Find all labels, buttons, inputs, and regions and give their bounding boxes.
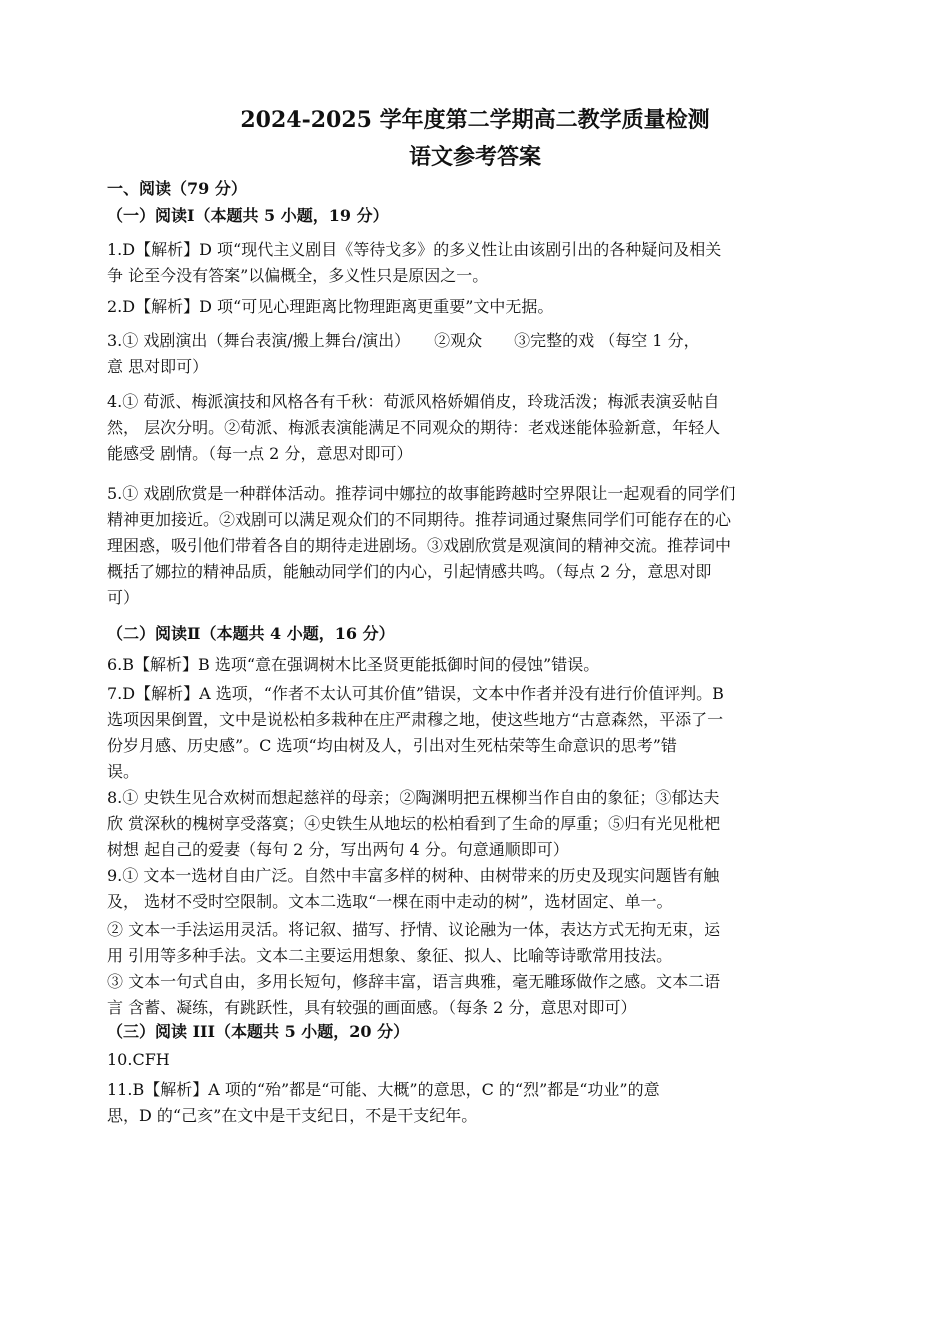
- answer-3: [107, 328, 849, 380]
- answer-line: 理困惑，吸引他们带着各自的期待走进剧场。③戏剧欣赏是观演间的精神交流。推荐词中: [107, 536, 732, 555]
- answer-line: 7.D【解析】A 选项，“作者不太认可其价值”错误，文本中作者并没有进行价值评判。B: [107, 684, 724, 703]
- answer-line: 概括了娜拉的精神品质，能触动同学们的内心，引起情感共鸣。（每点 2 分，意思对即: [107, 562, 712, 581]
- answer-1: [107, 237, 849, 289]
- answer-line: 1.D【解析】D 项“现代主义剧目《等待戈多》的多义性让由该剧引出的各种疑问及相关: [107, 240, 722, 259]
- answer-line: 可）: [107, 588, 140, 607]
- answer-line: 然， 层次分明。②荀派、梅派表演能满足不同观众的期待：老戏迷能体验新意，年轻人: [107, 418, 721, 437]
- answer-line: 争 论至今没有答案”以偏概全，多义性只是原因之一。: [107, 266, 489, 285]
- answer-line: 9.① 文本一选材自由广泛。自然中丰富多样的树种、由树带来的历史及现实问题皆有触: [107, 866, 720, 885]
- answer-11: [107, 1077, 849, 1129]
- answer-line: 意 思对即可）: [107, 357, 209, 376]
- answer-9-point-3: [107, 969, 849, 1021]
- answer-line: 3.① 戏剧演出（舞台表演/搬上舞台/演出） ②观众 ③完整的戏 （每空 1 分，: [107, 331, 700, 350]
- section-heading-reading-1: （一）阅读Ⅰ（本题共 5 小题，19 分）: [107, 206, 389, 225]
- answer-line: 能感受 剧情。（每一点 2 分，意思对即可）: [107, 444, 413, 463]
- answer-4: [107, 389, 849, 467]
- section-heading-reading: 一、阅读（79 分）: [107, 179, 247, 198]
- answer-line: 2.D【解析】D 项“可见心理距离比物理距离更重要”文中无据。: [107, 297, 554, 316]
- answer-line: 6.B【解析】B 选项“意在强调树木比圣贤更能抵御时间的侵蚀”错误。: [107, 655, 600, 674]
- answer-line: 选项因果倒置，文中是说松柏多栽种在庄严肃穆之地，使这些地方“古意森然，平添了一: [107, 710, 724, 729]
- answer-6: [107, 652, 849, 678]
- answer-7: [107, 681, 849, 785]
- answer-2: [107, 294, 849, 320]
- answer-line: 8.① 史铁生见合欢树而想起慈祥的母亲；②陶渊明把五棵柳当作自由的象征；③郁达夫: [107, 788, 720, 807]
- answer-10: [107, 1047, 849, 1073]
- answer-9-point-1: [107, 863, 849, 915]
- answer-line: 份岁月感、历史感”。C 选项“均由树及人，引出对生死枯荣等生命意识的思考”错: [107, 736, 677, 755]
- page-title: 2024-2025 学年度第二学期高二教学质量检测: [240, 107, 710, 133]
- answer-9-point-2: [107, 917, 849, 969]
- answer-line: 树想 起自己的爱妻（每句 2 分，写出两句 4 分。句意通顺即可）: [107, 840, 569, 859]
- answer-line: 言 含蓄、凝练，有跳跃性，具有较强的画面感。（每条 2 分，意思对即可）: [107, 998, 637, 1017]
- section-heading-reading-3: （三）阅读 III（本题共 5 小题，20 分）: [107, 1022, 410, 1041]
- answer-line: 精神更加接近。②戏剧可以满足观众们的不同期待。推荐词通过聚焦同学们可能存在的心: [107, 510, 732, 529]
- answer-line: 5.① 戏剧欣赏是一种群体活动。推荐词中娜拉的故事能跨越时空界限让一起观看的同学们: [107, 484, 736, 503]
- answer-line: 思，D 的“己亥”在文中是干支纪日，不是干支纪年。: [107, 1106, 478, 1125]
- answer-5: [107, 481, 849, 611]
- section-heading-reading-2: （二）阅读Ⅱ（本题共 4 小题，16 分）: [107, 624, 395, 643]
- answer-line: ② 文本一手法运用灵活。将记叙、描写、抒情、议论融为一体，表达方式无拘无束，运: [107, 920, 721, 939]
- answer-line: 误。: [107, 762, 140, 781]
- answer-line: 10.CFH: [107, 1050, 170, 1069]
- answer-line: 欣 赏深秋的槐树享受落寞；④史铁生从地坛的松柏看到了生命的厚重；⑤归有光见枇杷: [107, 814, 721, 833]
- page-subtitle: 语文参考答案: [408, 144, 541, 170]
- answer-line: 及， 选材不受时空限制。文本二选取“一棵在雨中走动的树”，选材固定、单一。: [107, 892, 673, 911]
- answer-line: ③ 文本一句式自由，多用长短句，修辞丰富，语言典雅，毫无雕琢做作之感。文本二语: [107, 972, 721, 991]
- answer-line: 11.B【解析】A 项的“殆”都是“可能、大概”的意思，C 的“烈”都是“功业”的意: [107, 1080, 660, 1099]
- answer-line: 用 引用等多种手法。文本二主要运用想象、象征、拟人、比喻等诗歌常用技法。: [107, 946, 673, 965]
- answer-line: 4.① 荀派、梅派演技和风格各有千秋：荀派风格娇媚俏皮，玲珑活泼；梅派表演妥帖自: [107, 392, 720, 411]
- answer-8: [107, 785, 849, 863]
